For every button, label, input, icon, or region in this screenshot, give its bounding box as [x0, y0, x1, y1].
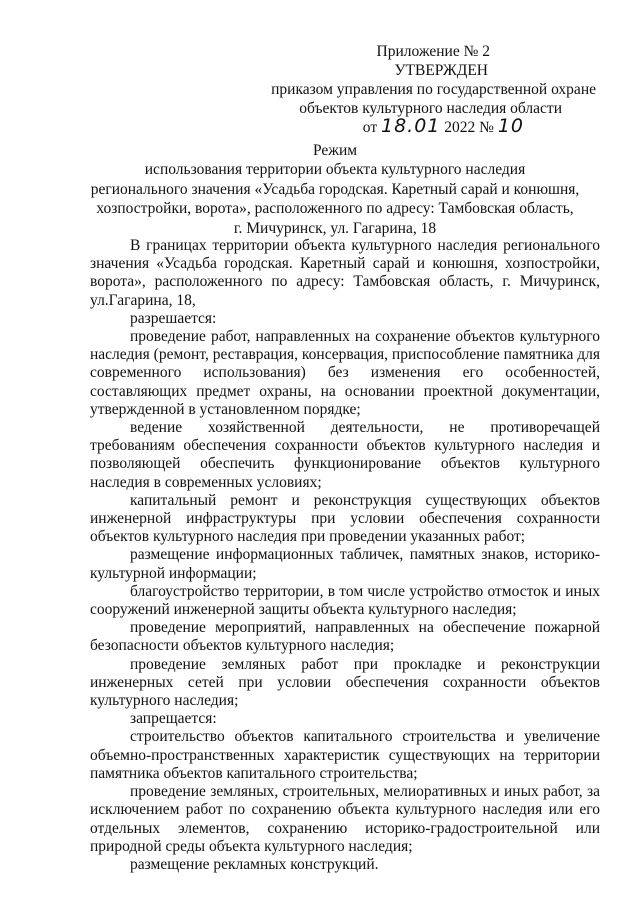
- date-year: 2022 №: [444, 119, 494, 136]
- order-line: приказом управления по государственной охране: [271, 81, 596, 98]
- handwritten-number: 10: [497, 115, 524, 137]
- order-date-line: [0, 117, 524, 137]
- allowed-item: ведение хозяйственной деятельности, не противоречащей требованиям обеспечения сохранности объектов культурного наследия и позволяющей обеспечить функционирование объектов культурного наследия в современных условиях;: [90, 419, 600, 491]
- approved-label: УТВЕРЖДЕН: [394, 62, 488, 79]
- document-body: [90, 237, 600, 874]
- title-line: использования территории объекта культурного наследия: [144, 161, 526, 179]
- allowed-label: разрешается:: [130, 309, 217, 327]
- allowed-item: благоустройство территории, в том числе устройство отмосток и иных сооружений инженерной защиты объекта культурного наследия;: [90, 582, 600, 619]
- title-line: регионального значения «Усадьба городская. Каретный сарай и конюшня,: [90, 180, 580, 198]
- forbidden-item: проведение земляных, строительных, мелиоративных и иных работ, за исключением работ по сохранению объекта культурного наследия или его отдельных элементов, сохранению историко-градостроительной или природной среды объекта культурного наследия;: [90, 783, 600, 855]
- appendix-label: Приложение № 2: [376, 43, 490, 60]
- title-line: г. Мичуринск, ул. Гагарина, 18: [233, 219, 437, 237]
- title-line: Режим: [312, 142, 358, 159]
- forbidden-item: размещение рекламных конструкций.: [130, 855, 379, 873]
- allowed-item: проведение мероприятий, направленных на обеспечение пожарной безопасности объектов культурного наследия;: [90, 619, 600, 655]
- title-line: хозпостройки, ворота», расположенного по адресу: Тамбовская область,: [96, 200, 574, 218]
- allowed-item: капитальный ремонт и реконструкция существующих объектов инженерной инфраструктуры при условии обеспечения сохранности объектов культурного наследия при проведении указанных работ;: [90, 491, 600, 546]
- intro-paragraph: В границах территории объекта культурного наследия регионального значения «Усадьба городская. Каретный сарай и конюшня, хозпостройки, ворота», расположенного по адресу: Тамбовская область, г. Мичуринск, ул.Гагарина, 18,: [90, 237, 600, 309]
- objects-line: объектов культурного наследия области: [299, 100, 562, 117]
- allowed-item: проведение земляных работ при прокладке и реконструкции инженерных сетей при условии обеспечения сохранности объектов культурного наследия;: [90, 655, 600, 710]
- allowed-item: проведение работ, направленных на сохранение объектов культурного наследия (ремонт, реставрация, консервация, приспособление памятника для современного использования) без изменения его особенностей, составляющих предмет охраны, на основании проектной документации, утвержденной в установленном порядке;: [90, 328, 600, 418]
- handwritten-date: 18.01: [380, 115, 441, 137]
- forbidden-item: строительство объектов капитального строительства и увеличение объемно-пространственных характеристик существующих на территории памятника объектов капитального строительства;: [90, 728, 600, 782]
- forbidden-label: запрещается:: [130, 710, 217, 728]
- allowed-item: размещение информационных табличек, памятных знаков, историко-культурной информации;: [90, 546, 600, 582]
- document-title: [70, 141, 600, 238]
- date-prefix: от: [362, 119, 378, 136]
